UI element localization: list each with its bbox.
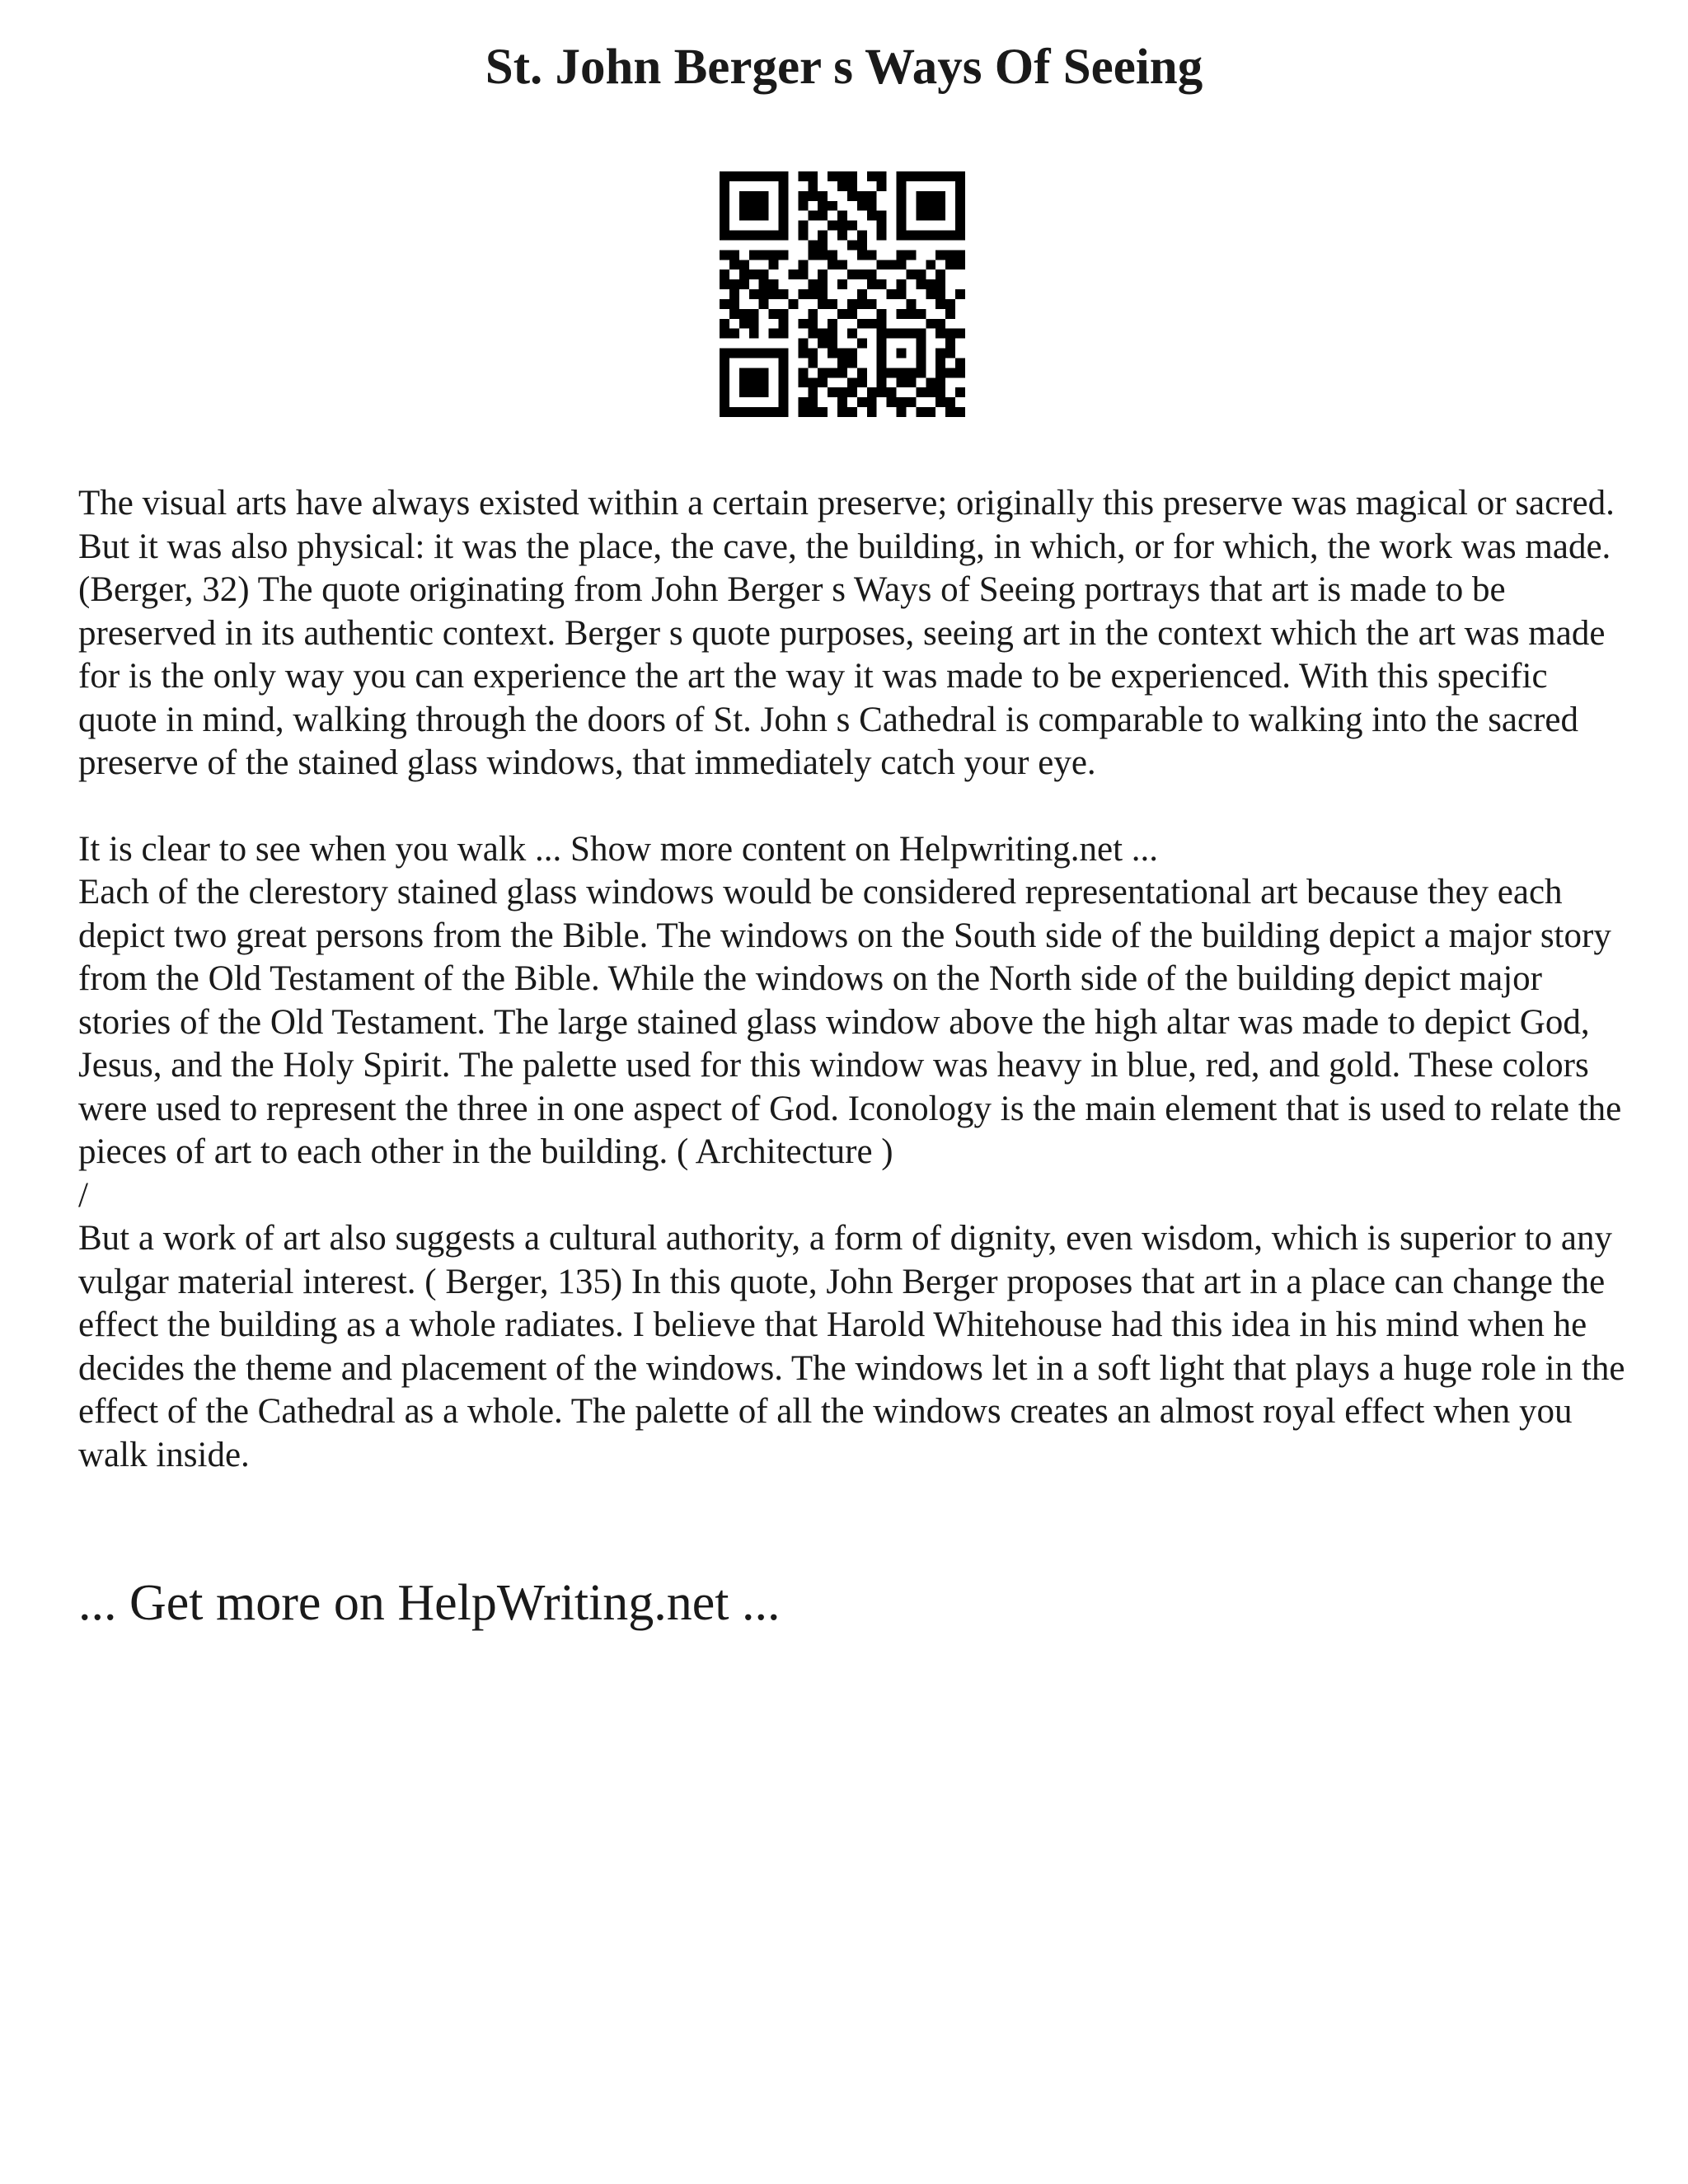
paragraph-windows: Each of the clerestory stained glass windows would be considered representational art because they each depict two great persons from the Bible. The windows on the South side of the building depict a major story from the Old Testament of the Bible. While the windows on the North side of the building depict major stories of the Old Testament. The large stained glass window above the high altar was made to depict God, Jesus, and the Holy Spirit. The palette used for this window was heavy in blue, red, and gold. These colors were used to represent the three in one aspect of God. Iconology is the main element that is used to relate the pieces of art to each other in the building. ( Architecture ) — [78, 873, 1622, 1171]
paragraph-show-more: It is clear to see when you walk ... Show more content on Helpwriting.net ... — [78, 829, 1159, 869]
document-title: St. John Berger s Ways Of Seeing — [485, 40, 1203, 95]
paragraph-separator: / — [78, 1175, 88, 1215]
get-more-link[interactable]: ... Get more on HelpWriting.net ... — [78, 1575, 781, 1631]
paragraph-authority: But a work of art also suggests a cultural authority, a form of dignity, even wisdom, which is superior to any vulgar material interest. ( Berger, 135) In this quote, John Berger proposes that art in a place can change the effect the building as a whole radiates. I believe that Harold Whitehouse had this idea in his mind when he decides the theme and placement of the windows. The windows let in a soft light that plays a huge role in the effect of the Cathedral as a whole. The palette of all the windows creates an almost royal effect when you walk inside. — [78, 1219, 1625, 1474]
qr-code-icon — [720, 171, 965, 417]
paragraph-spacer — [78, 785, 1628, 828]
paragraph-intro: The visual arts have always existed within a certain preserve; originally this preserve was magical or sacred. But it was also physical: it was the place, the cave, the building, in which, or for which, the work was made. (Berger, 32) The quote originating from John Berger s Ways of Seeing portrays that art is made to be preserved in its authentic context. Berger s quote purposes, seeing art in the context which the art was made for is the only way you can experience the art the way it was made to be experienced. With this specific quote in mind, walking through the doors of St. John s Cathedral is comparable to walking into the sacred preserve of the stained glass windows, that immediately catch your eye. — [78, 484, 1615, 782]
body-text — [78, 482, 1628, 1477]
